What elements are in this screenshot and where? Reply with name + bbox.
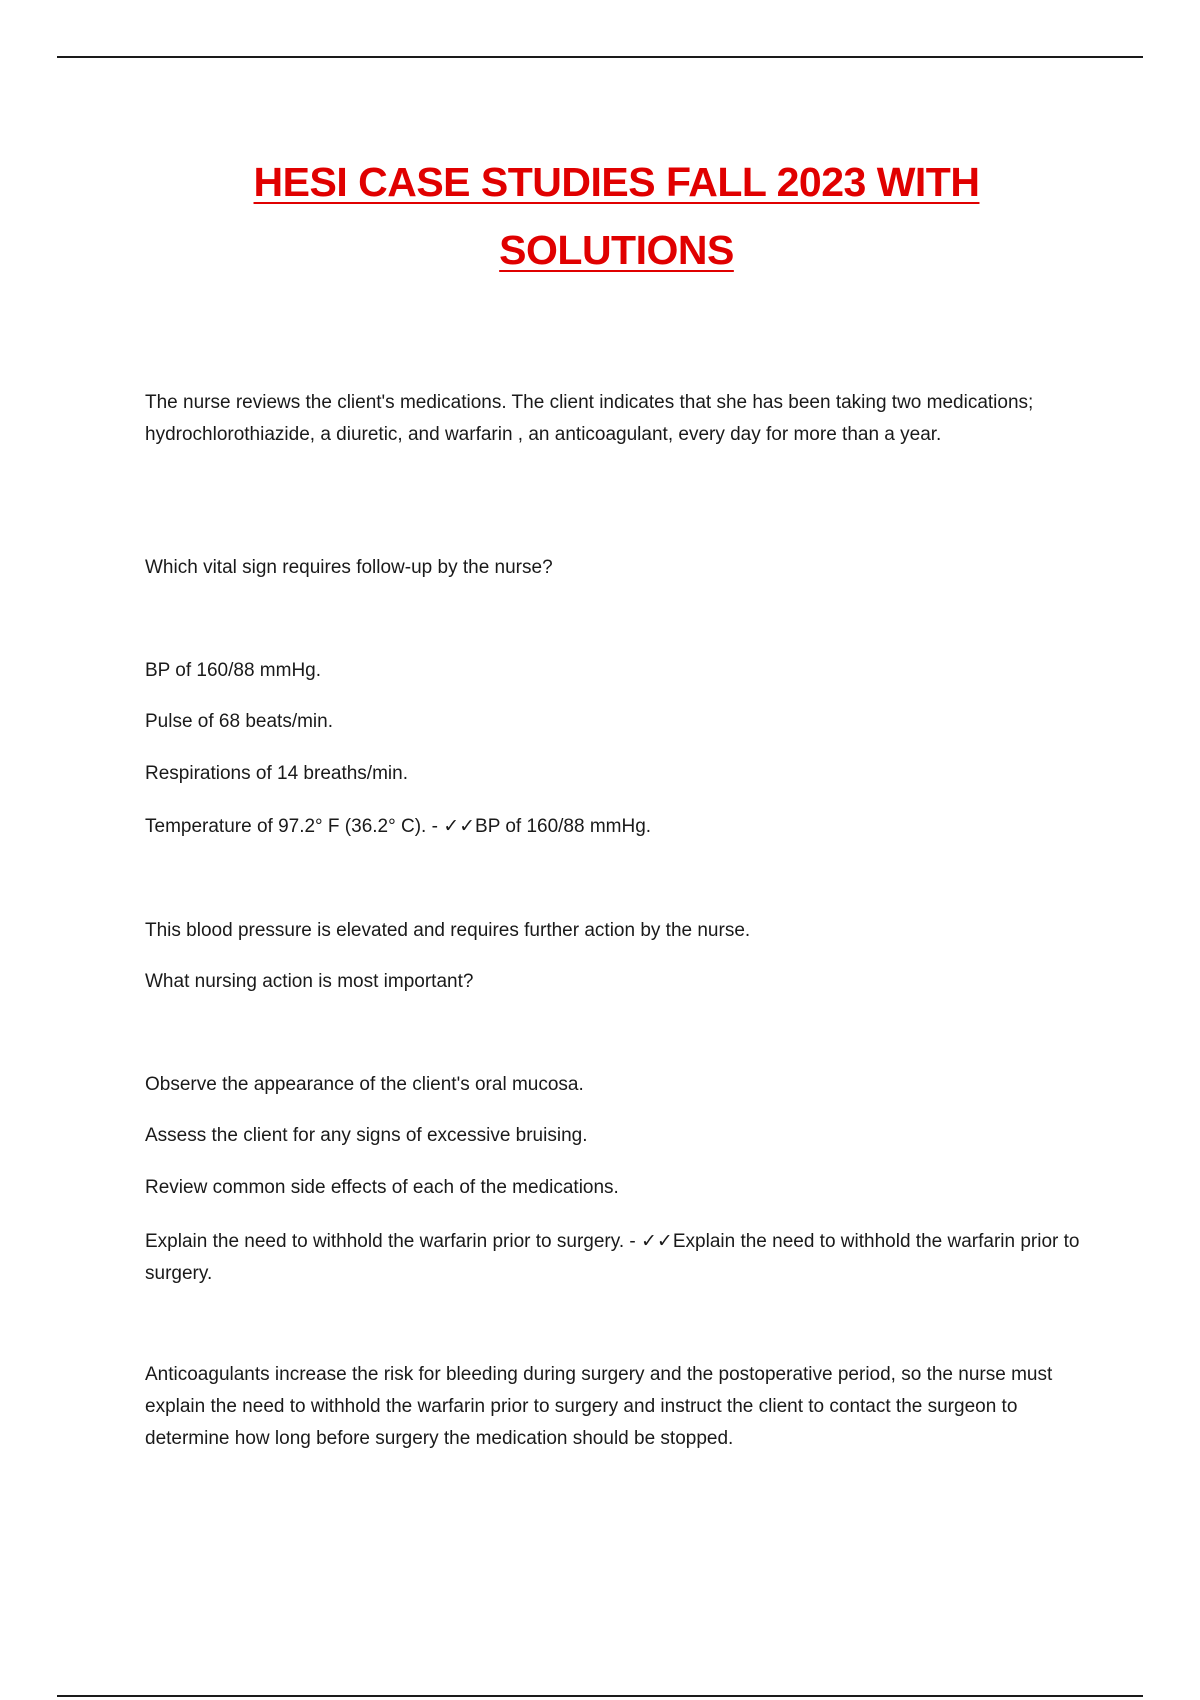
title-line-2: SOLUTIONS [499,227,734,273]
rationale-1: This blood pressure is elevated and requires further action by the nurse. [145,920,751,941]
title-line-1: HESI CASE STUDIES FALL 2023 WITH [253,159,980,205]
q1-option-1: BP of 160/88 mmHg. [145,660,322,681]
q1-option-4-answer: Temperature of 97.2° F (36.2° C). - ✓✓BP of 160/88 mmHg. [145,816,652,837]
document-title [0,148,1200,284]
q2-option-4-answer: Explain the need to withhold the warfarin prior to surgery. - ✓✓Explain the need to withhold the warfarin prior to surgery. [145,1231,1080,1284]
q1-option-3: Respirations of 14 breaths/min. [145,763,408,784]
question-1: Which vital sign requires follow-up by the nurse? [145,557,553,578]
q2-option-1: Observe the appearance of the client's oral mucosa. [145,1074,584,1095]
intro-paragraph: The nurse reviews the client's medications. The client indicates that she has been taking two medications; hydrochlorothiazide, a diuretic, and warfarin , an anticoagulant, every day for more than a year. [145,392,1034,445]
bottom-divider [57,1695,1143,1697]
top-divider [57,56,1143,58]
q1-option-2: Pulse of 68 beats/min. [145,711,333,732]
rationale-2: Anticoagulants increase the risk for bleeding during surgery and the postoperative period, so the nurse must explain the need to withhold the warfarin prior to surgery and instruct the client to contact the surgeon to determine how long before surgery the medication should be stopped. [145,1364,1053,1449]
q2-option-3: Review common side effects of each of the medications. [145,1177,619,1198]
question-2: What nursing action is most important? [145,971,474,992]
q2-option-2: Assess the client for any signs of excessive bruising. [145,1125,588,1146]
